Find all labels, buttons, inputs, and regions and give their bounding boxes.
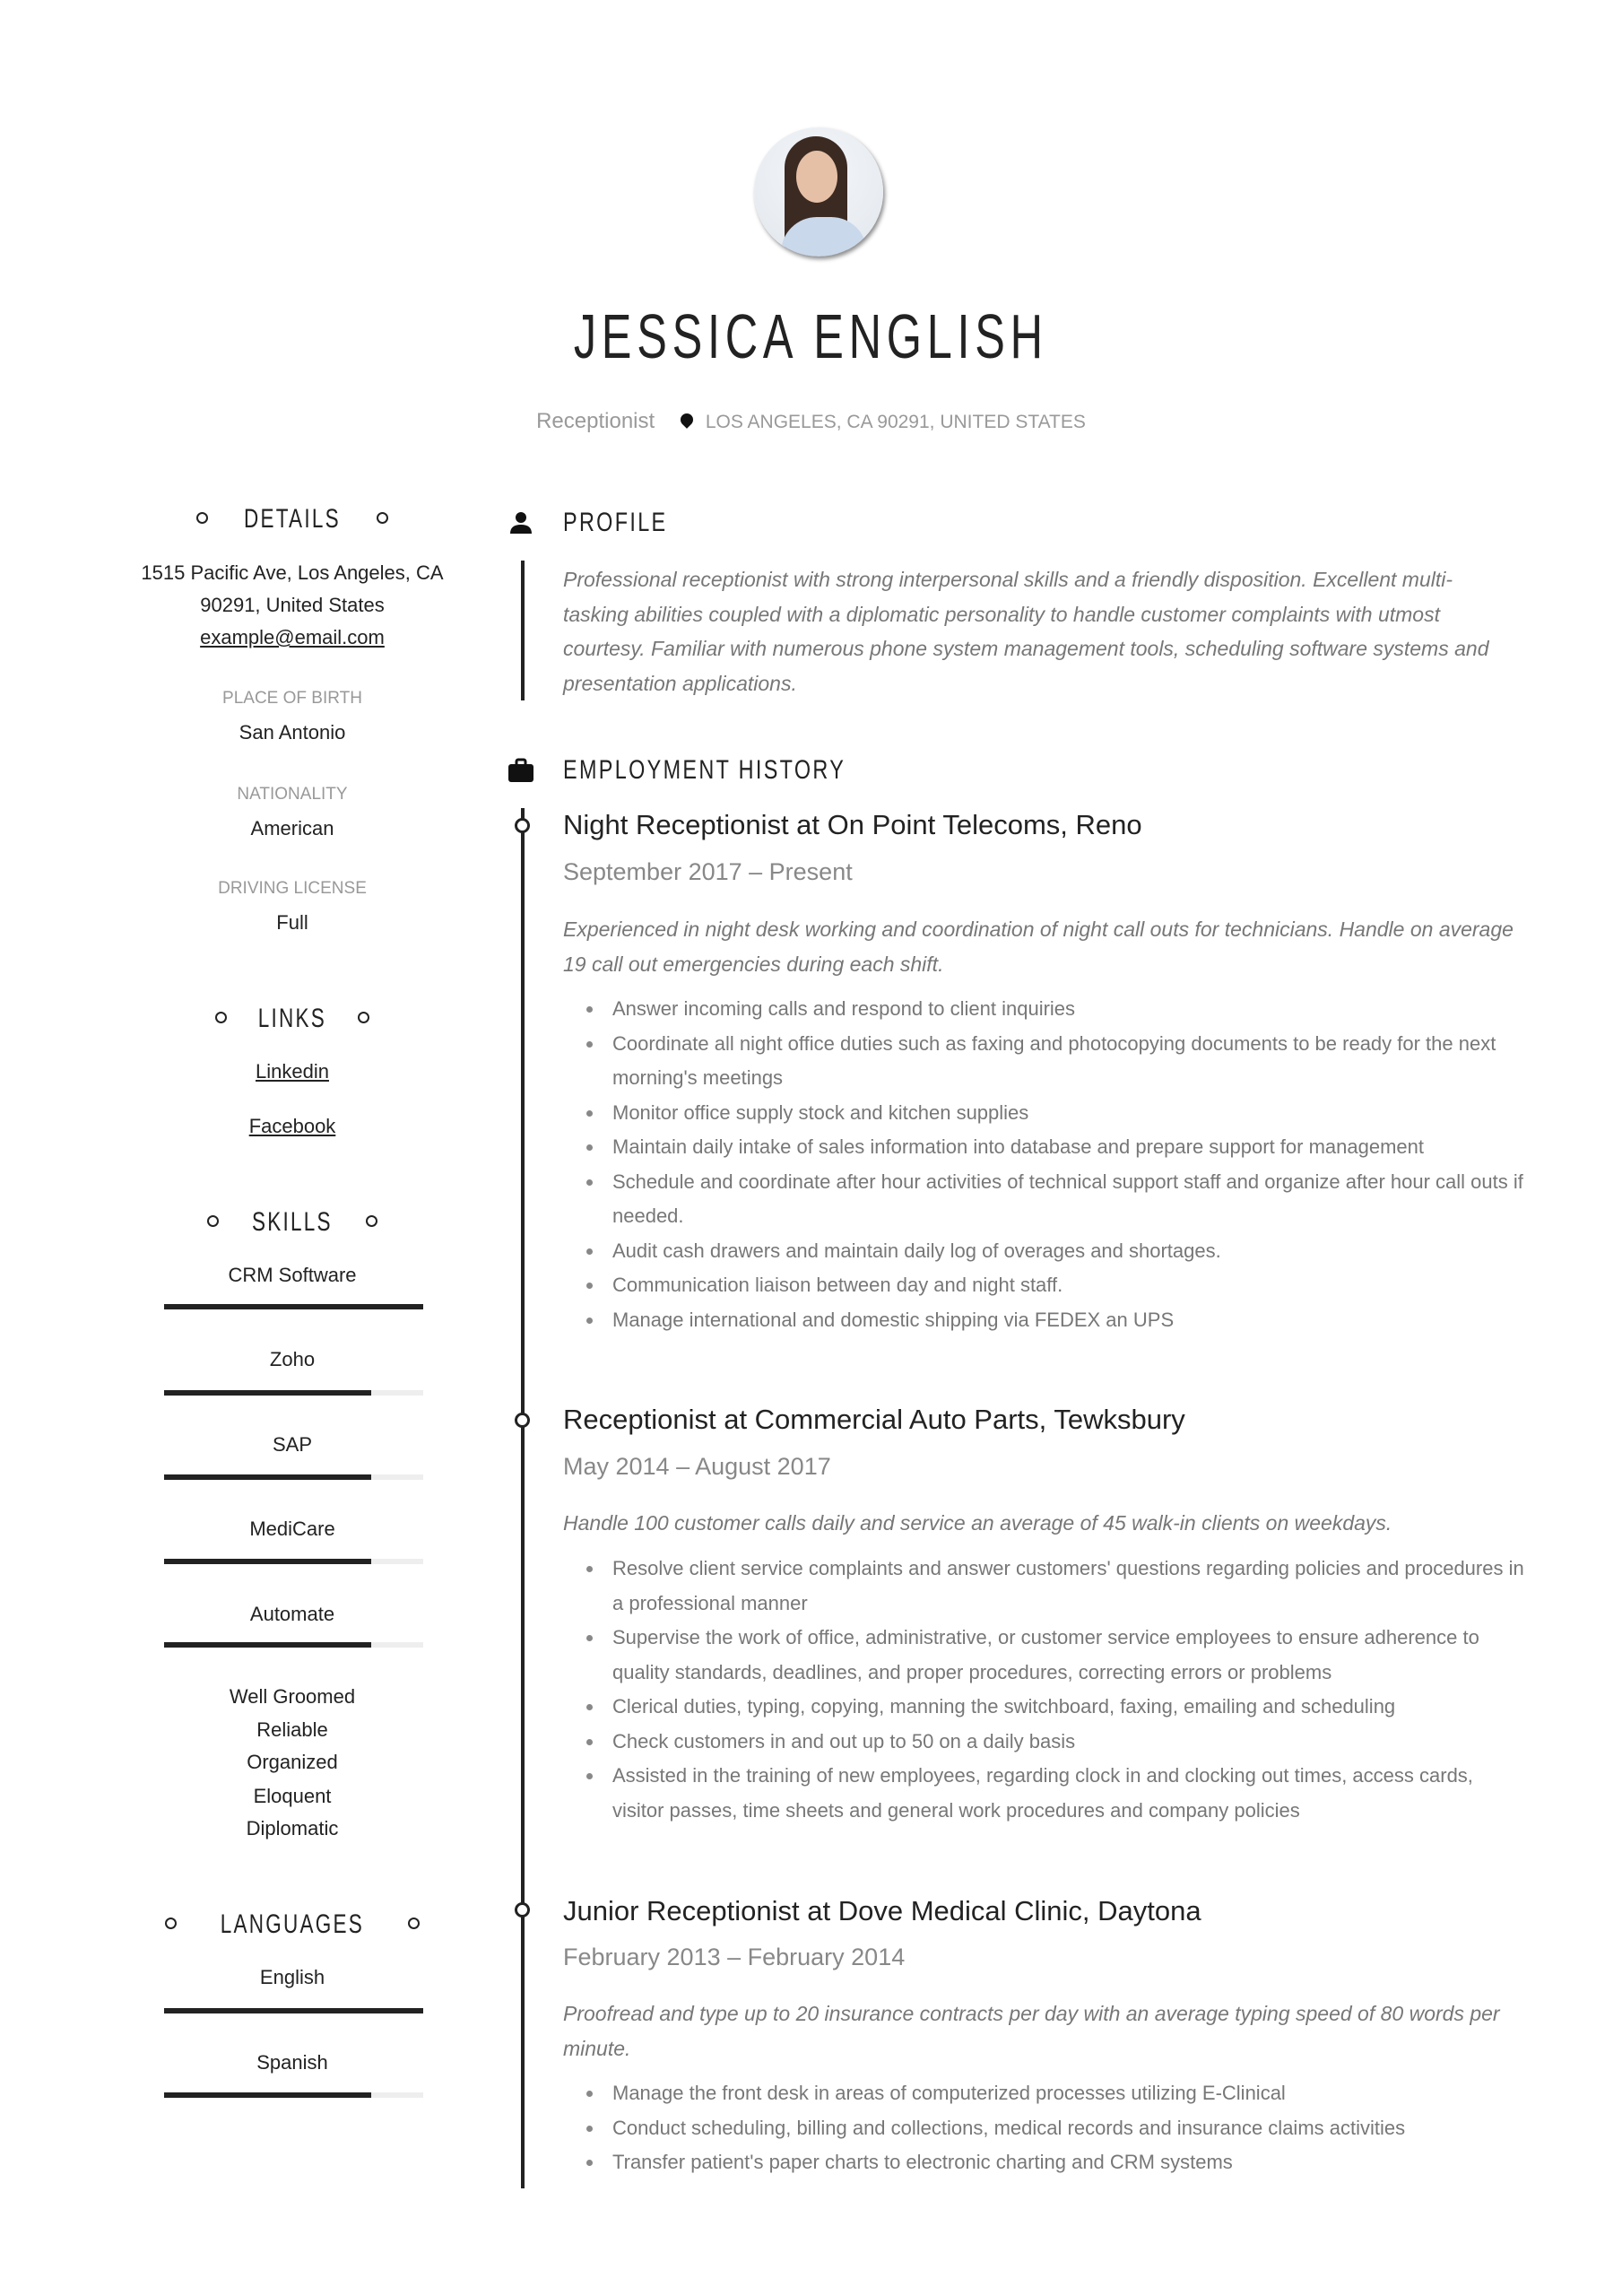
location: LOS ANGELES, CA 90291, UNITED STATES [705, 412, 1086, 432]
place-of-birth-label: PLACE OF BIRTH [222, 689, 362, 708]
level-fill [164, 1642, 371, 1648]
skill-name: MediCare [249, 1518, 335, 1540]
job-title: Night Receptionist at On Point Telecoms, Reno [563, 809, 1142, 840]
profile-heading: PROFILE [563, 508, 668, 537]
level-fill [164, 1559, 371, 1564]
bullet-item: Monitor office supply stock and kitchen supplies [563, 1096, 1527, 1131]
bullet-item: Audit cash drawers and maintain daily log of overages and shortages. [563, 1234, 1527, 1269]
bullet-item: Schedule and coordinate after hour activities of technical support staff and organize after hour call outs if needed. [563, 1165, 1527, 1234]
timeline-node [515, 818, 530, 833]
bullet-item: Check customers in and out up to 50 on a daily basis [563, 1725, 1527, 1760]
nationality: American [250, 817, 334, 839]
timeline-node [515, 1902, 530, 1918]
candidate-name: JESSICA ENGLISH [574, 301, 1048, 371]
job-dates: September 2017 – Present [563, 858, 853, 885]
bullet-item: Assisted in the training of new employees, regarding clock in and clocking out times, access cards, visitor passes, time sheets and general work procedures and company policies [563, 1759, 1527, 1828]
level-fill [164, 1390, 371, 1396]
language-name: Spanish [256, 2051, 328, 2074]
bullet-item: Supervise the work of office, administrative, or customer service employees to ensure adherence to quality standards, deadlines, and proper procedures, correcting errors or problems [563, 1621, 1527, 1690]
driving-license: Full [276, 911, 308, 934]
employment-heading: EMPLOYMENT HISTORY [563, 755, 846, 785]
skill-name: Zoho [269, 1348, 316, 1370]
address-line-1: 1515 Pacific Ave, Los Angeles, CA [141, 561, 444, 584]
language-level-bar [164, 2008, 423, 2013]
linkedin-link[interactable]: Linkedin [256, 1060, 329, 1083]
job-title: Receptionist at Commercial Auto Parts, Tewksbury [563, 1404, 1185, 1435]
job-bullets [563, 2076, 1527, 2180]
links-heading: LINKS [126, 1004, 459, 1034]
bullet-item: Communication liaison between day and night staff. [563, 1268, 1527, 1303]
job-dates: May 2014 – August 2017 [563, 1453, 831, 1480]
job-dates: February 2013 – February 2014 [563, 1944, 906, 1970]
facebook-link[interactable]: Facebook [248, 1115, 336, 1137]
bullet-item: Conduct scheduling, billing and collections, medical records and insurance claims activities [563, 2111, 1527, 2146]
bullet-item: Answer incoming calls and respond to client inquiries [563, 992, 1527, 1027]
skill-level-bar [164, 1390, 423, 1396]
timeline-line [521, 808, 525, 2188]
bullet-item: Coordinate all night office duties such as faxing and photocopying documents to be ready for the next morning's meetings [563, 1027, 1527, 1096]
skill-name: SAP [272, 1433, 313, 1456]
person-icon [507, 509, 534, 536]
skill-level-bar [164, 1559, 423, 1564]
job-title: Junior Receptionist at Dove Medical Clinic, Daytona [563, 1895, 1201, 1926]
skill-level-bar [164, 1642, 423, 1648]
level-fill [164, 1304, 423, 1309]
bullet-item: Manage the front desk in areas of computerized processes utilizing E-Clinical [563, 2076, 1527, 2111]
driving-license-label: DRIVING LICENSE [218, 879, 367, 898]
skill-name: CRM Software [228, 1264, 357, 1286]
skill-name: Automate [249, 1603, 335, 1625]
job-summary: Handle 100 customer calls daily and service an average of 45 walk-in clients on weekdays. [563, 1511, 1392, 1535]
level-fill [164, 2092, 371, 2098]
job-title: Receptionist [536, 409, 655, 433]
profile-photo [754, 127, 883, 257]
location-pin-icon [678, 411, 696, 429]
bullet-item: Maintain daily intake of sales information into database and prepare support for management [563, 1130, 1527, 1165]
skill-level-bar [164, 1474, 423, 1480]
language-name: English [259, 1966, 325, 1988]
skill-level-bar [164, 1304, 423, 1309]
languages-heading: LANGUAGES [126, 1909, 459, 1940]
language-level-bar [164, 2092, 423, 2098]
job-bullets [563, 992, 1527, 1337]
soft-skill: Reliable [256, 1718, 328, 1741]
soft-skill: Diplomatic [246, 1817, 339, 1839]
level-fill [164, 2008, 423, 2013]
soft-skill: Eloquent [253, 1785, 332, 1807]
bullet-item: Manage international and domestic shipping via FEDEX an UPS [563, 1303, 1527, 1338]
job-bullets [563, 1552, 1527, 1828]
timeline-node [515, 1413, 530, 1428]
skills-heading: SKILLS [126, 1207, 459, 1238]
profile-summary: Professional receptionist with strong interpersonal skills and a friendly disposition. Excellent multi-tasking abilities coupled with a diplomatic personality to handle customer complaints with utmost courtesy. Familiar with numerous phone system management tools, scheduling software systems and presentation applications. [563, 568, 1489, 695]
details-heading: DETAILS [126, 504, 459, 535]
nationality-label: NATIONALITY [237, 785, 348, 804]
place-of-birth: San Antonio [239, 721, 346, 744]
profile-divider [521, 561, 525, 700]
job-summary: Experienced in night desk working and coordination of night call outs for technicians. Handle on average 19 call out emergencies during each shift. [563, 918, 1514, 976]
email-link[interactable]: example@email.com [200, 626, 385, 648]
soft-skill: Well Groomed [229, 1685, 356, 1708]
address-line-2: 90291, United States [200, 594, 385, 616]
job-summary: Proofread and type up to 20 insurance contracts per day with an average typing speed of 80 words per minute. [563, 2002, 1500, 2060]
briefcase-icon [507, 757, 534, 784]
bullet-item: Clerical duties, typing, copying, manning the switchboard, faxing, emailing and scheduling [563, 1690, 1527, 1725]
bullet-item: Transfer patient's paper charts to electronic charting and CRM systems [563, 2145, 1527, 2180]
level-fill [164, 1474, 371, 1480]
subtitle [0, 409, 1622, 434]
soft-skill: Organized [247, 1751, 338, 1773]
bullet-item: Resolve client service complaints and answer customers' questions regarding policies and procedures in a professional manner [563, 1552, 1527, 1621]
